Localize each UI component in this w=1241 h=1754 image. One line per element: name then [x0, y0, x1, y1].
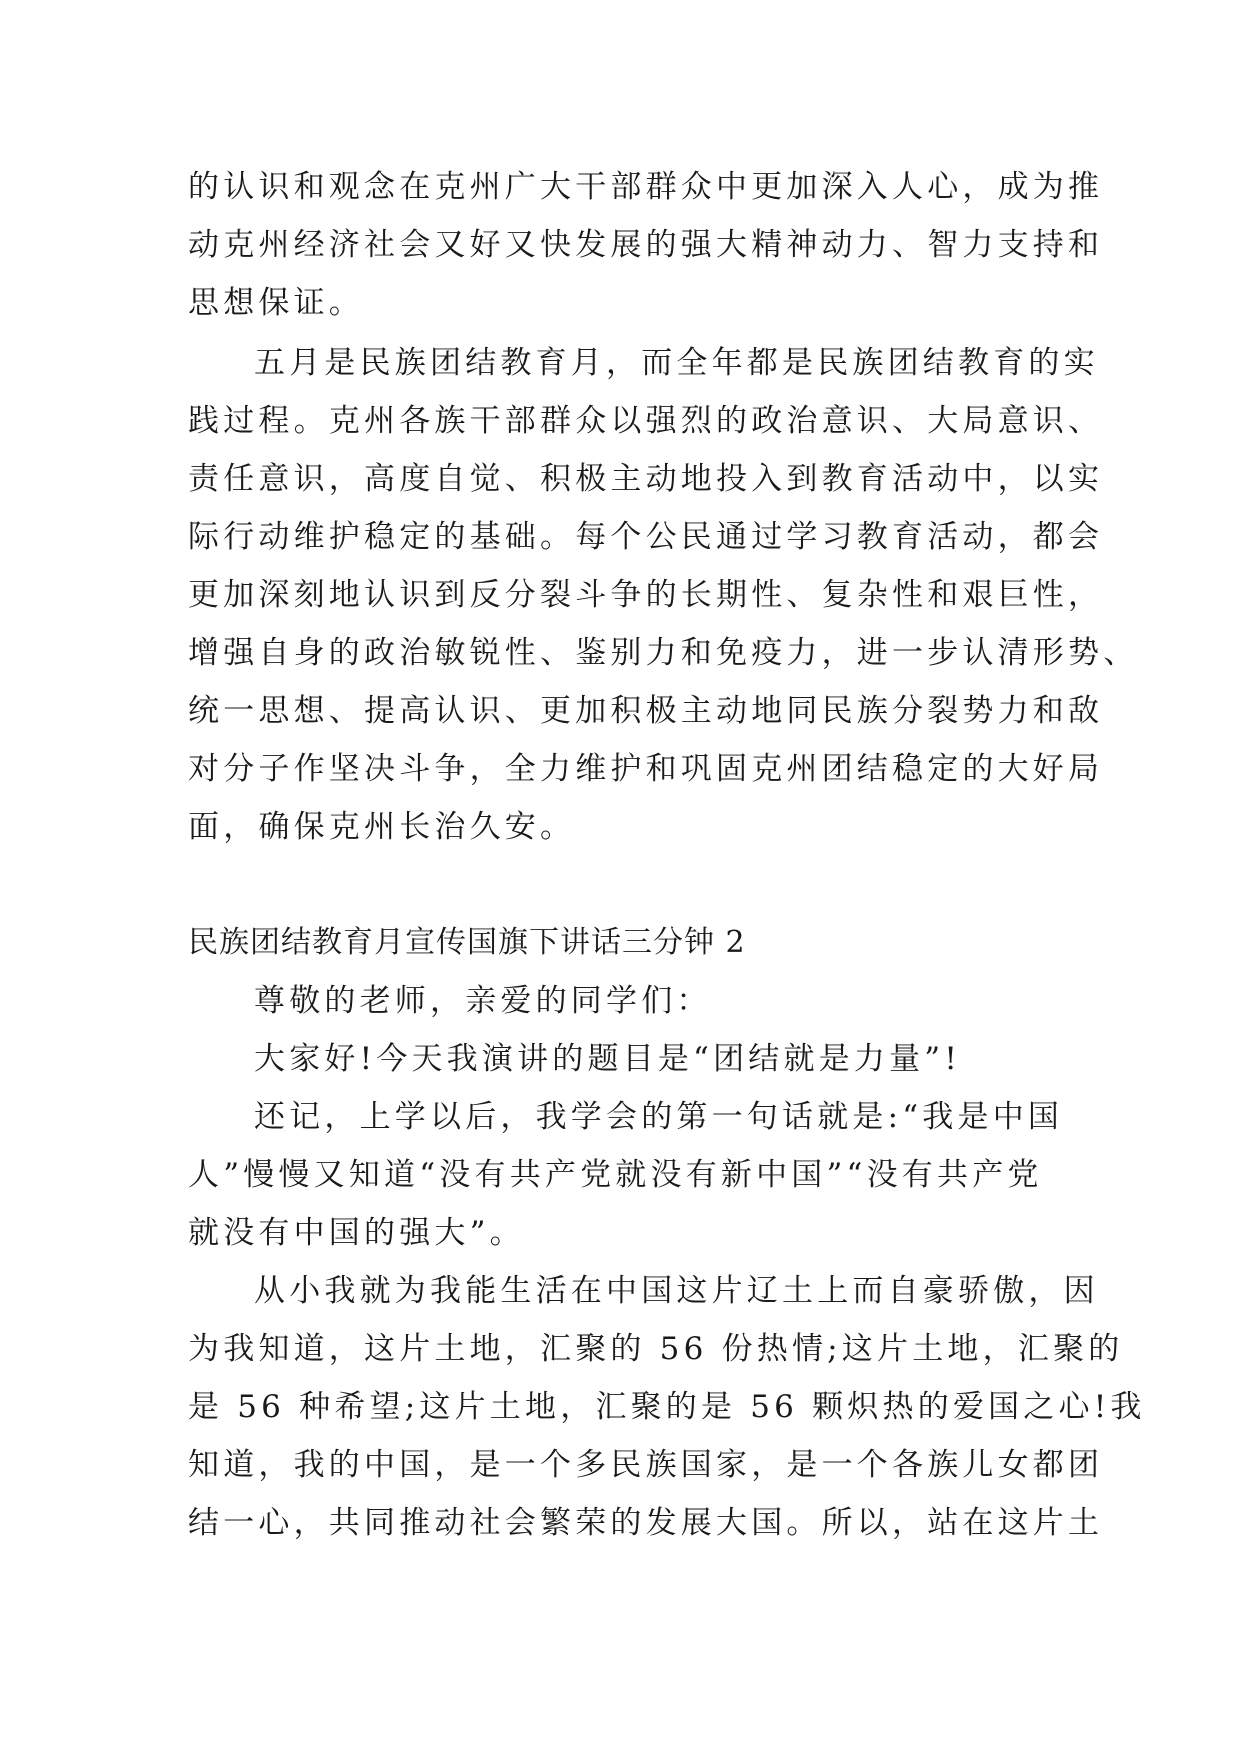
- text-line: 责任意识，高度自觉、积极主动地投入到教育活动中，以实: [188, 461, 1104, 497]
- text-line: 思想保证。: [188, 285, 364, 321]
- text-line: 际行动维护稳定的基础。每个公民通过学习教育活动，都会: [188, 519, 1104, 555]
- opening-paragraph: [188, 1030, 1058, 1088]
- text-line: 动克州经济社会又好又快发展的强大精神动力、智力支持和: [188, 227, 1104, 263]
- text-line: 践过程。克州各族干部群众以强烈的政治意识、大局意识、: [188, 403, 1104, 439]
- greeting-line: 尊敬的老师，亲爱的同学们：: [254, 983, 712, 1019]
- opening-line: 大家好!今天我演讲的题目是“团结就是力量”!: [254, 1041, 962, 1077]
- greeting-paragraph: [188, 972, 1058, 1030]
- text-line: 知道，我的中国，是一个多民族国家，是一个各族儿女都团: [188, 1447, 1104, 1483]
- text-line: 增强自身的政治敏锐性、鉴别力和免疫力，进一步认清形势、: [188, 635, 1139, 671]
- paragraph-proud: [188, 1262, 1146, 1552]
- text-line: 是 56 种希望;这片土地，汇聚的是 56 颗炽热的爱国之心!我: [188, 1389, 1146, 1425]
- paragraph-recall: [188, 1088, 1064, 1262]
- text-line: 的认识和观念在克州广大干部群众中更加深入人心，成为推: [188, 169, 1104, 205]
- text-line: 结一心，共同推动社会繁荣的发展大国。所以，站在这片土: [188, 1505, 1104, 1541]
- text-line: 人”慢慢又知道“没有共产党就没有新中国”“没有共产党: [188, 1157, 1043, 1193]
- continuation-paragraph: [188, 158, 1104, 332]
- document-page: [188, 158, 1146, 1552]
- text-line: 统一思想、提高认识、更加积极主动地同民族分裂势力和敌: [188, 693, 1104, 729]
- text-line: 从小我就为我能生活在中国这片辽土上而自豪骄傲，因: [254, 1273, 1099, 1309]
- text-line: 面，确保克州长治久安。: [188, 809, 576, 845]
- text-line: 更加深刻地认识到反分裂斗争的长期性、复杂性和艰巨性，: [188, 577, 1104, 613]
- section-title: 民族团结教育月宣传国旗下讲话三分钟 2: [188, 925, 746, 960]
- text-line: 对分子作坚决斗争，全力维护和巩固克州团结稳定的大好局: [188, 751, 1104, 787]
- text-line: 五月是民族团结教育月，而全年都是民族团结教育的实: [254, 345, 1099, 381]
- text-line: 就没有中国的强大”。: [188, 1215, 525, 1251]
- text-line: 为我知道，这片土地，汇聚的 56 份热情;这片土地，汇聚的: [188, 1331, 1124, 1367]
- paragraph-may-education-month: [188, 334, 1139, 856]
- text-line: 还记，上学以后，我学会的第一句话就是:“我是中国: [254, 1099, 1064, 1135]
